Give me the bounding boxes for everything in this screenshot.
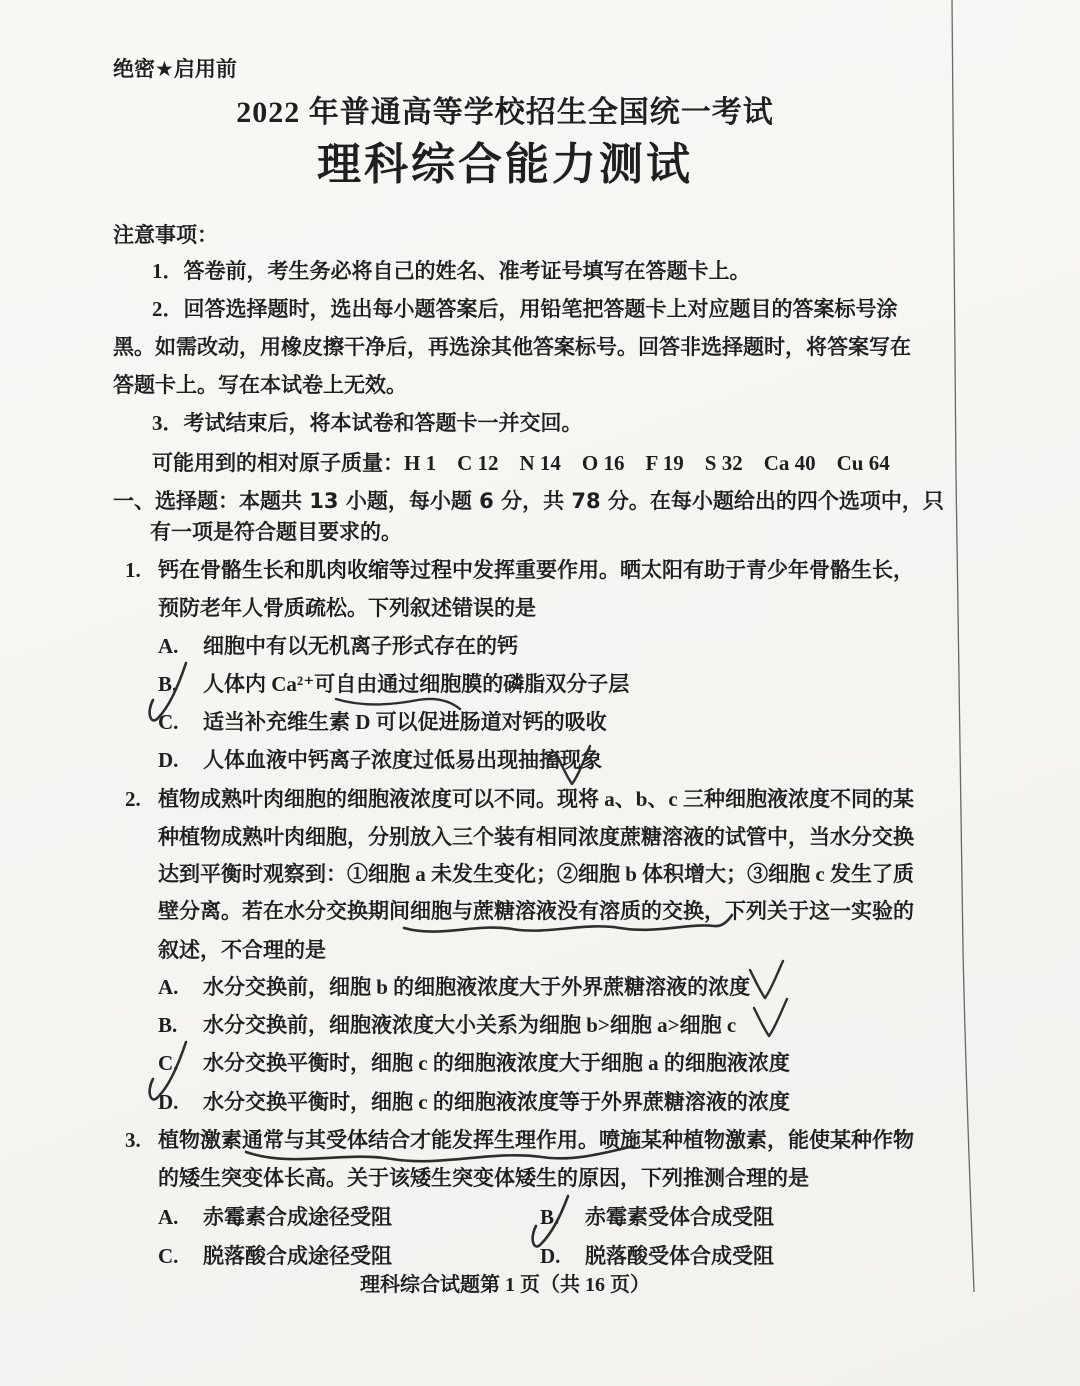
question-3-option-b: B. 赤霉素受体合成受阻	[540, 1205, 774, 1229]
question-1-option-b: B. 人体内 Ca²⁺可自由通过细胞膜的磷脂双分子层	[158, 672, 630, 696]
exam-title: 2022 年普通高等学校招生全国统一考试	[236, 96, 774, 129]
classification-banner: 绝密★启用前	[113, 57, 237, 81]
question-3-stem-line-1: 3. 植物激素通常与其受体结合才能发挥生理作用。喷施某种植物激素，能使某种作物	[125, 1128, 914, 1152]
question-1-option-d: D. 人体血液中钙离子浓度过低易出现抽搐现象	[158, 748, 602, 772]
question-2-stem-line-2: 种植物成熟叶肉细胞，分别放入三个装有相同浓度蔗糖溶液的试管中，当水分交换	[158, 825, 914, 849]
notice-item-1: 1．答卷前，考生务必将自己的姓名、准考证号填写在答题卡上。	[152, 259, 751, 283]
question-2-option-d: D. 水分交换平衡时，细胞 c 的细胞液浓度等于外界蔗糖溶液的浓度	[158, 1090, 790, 1114]
atomic-mass-note: 可能用到的相对原子质量：H 1 C 12 N 14 O 16 F 19 S 32 Ca 40 Cu 64	[152, 451, 890, 475]
notice-item-2-line-1: 2．回答选择题时，选出每小题答案后，用铅笔把答题卡上对应题目的答案标号涂	[152, 297, 898, 321]
q1-option-b-underline-mark	[336, 699, 460, 709]
question-2-stem-line-1: 2. 植物成熟叶肉细胞的细胞液浓度可以不同。现将 a、b、c 三种细胞液浓度不同的某	[125, 787, 914, 811]
notice-item-2-line-2: 黑。如需改动，用橡皮擦干净后，再选涂其他答案标号。回答非选择题时，将答案写在	[113, 335, 911, 359]
q2-option-b-check-mark	[754, 999, 787, 1036]
subject-title: 理科综合能力测试	[317, 139, 693, 190]
question-3-option-d: D. 脱落酸受体合成受阻	[540, 1244, 774, 1268]
question-1-stem-line-1: 1. 钙在骨骼生长和肌肉收缩等过程中发挥重要作用。晒太阳有助于青少年骨骼生长，	[125, 558, 914, 582]
scan-fold-line	[952, 0, 974, 1292]
question-3-stem-line-2: 的矮生突变体长高。关于该矮生突变体矮生的原因，下列推测合理的是	[158, 1166, 809, 1190]
question-1-number: 1.	[125, 558, 141, 582]
q2-option-a-check-mark	[750, 961, 783, 998]
section-heading-line-1: 一、选择题：本题共 13 小题，每小题 6 分，共 78 分。在每小题给出的四个选项中，只	[113, 489, 944, 513]
notice-item-2-line-3: 答题卡上。写在本试卷上无效。	[113, 373, 407, 397]
question-2-number: 2.	[125, 787, 141, 811]
question-3-option-a: A. 赤霉素合成途径受阻	[158, 1205, 392, 1229]
question-3-number: 3.	[125, 1128, 141, 1152]
question-1-option-a: A. 细胞中有以无机离子形式存在的钙	[158, 634, 518, 658]
question-2-stem-line-3: 达到平衡时观察到：①细胞 a 未发生变化；②细胞 b 体积增大；③细胞 c 发生了质	[158, 862, 914, 886]
notice-heading: 注意事项：	[113, 223, 218, 247]
page-footer: 理科综合试题第 1 页（共 16 页）	[360, 1274, 650, 1296]
question-3-option-c: C. 脱落酸合成途径受阻	[158, 1244, 392, 1268]
question-1-option-c: C. 适当补充维生素 D 可以促进肠道对钙的吸收	[158, 710, 607, 734]
question-2-stem-line-4: 壁分离。若在水分交换期间细胞与蔗糖溶液没有溶质的交换，下列关于这一实验的	[158, 899, 914, 923]
question-2-option-b: B. 水分交换前，细胞液浓度大小关系为细胞 b>细胞 a>细胞 c	[158, 1013, 737, 1037]
question-1-stem-line-2: 预防老年人骨质疏松。下列叙述错误的是	[158, 596, 536, 620]
question-2-option-c: C. 水分交换平衡时，细胞 c 的细胞液浓度大于细胞 a 的细胞液浓度	[158, 1051, 790, 1075]
notice-item-3: 3．考试结束后，将本试卷和答题卡一并交回。	[152, 411, 583, 435]
question-2-option-a: A. 水分交换前，细胞 b 的细胞液浓度大于外界蔗糖溶液的浓度	[158, 975, 751, 999]
section-heading-line-2: 有一项是符合题目要求的。	[150, 520, 402, 544]
question-2-stem-line-5: 叙述，不合理的是	[158, 938, 326, 962]
